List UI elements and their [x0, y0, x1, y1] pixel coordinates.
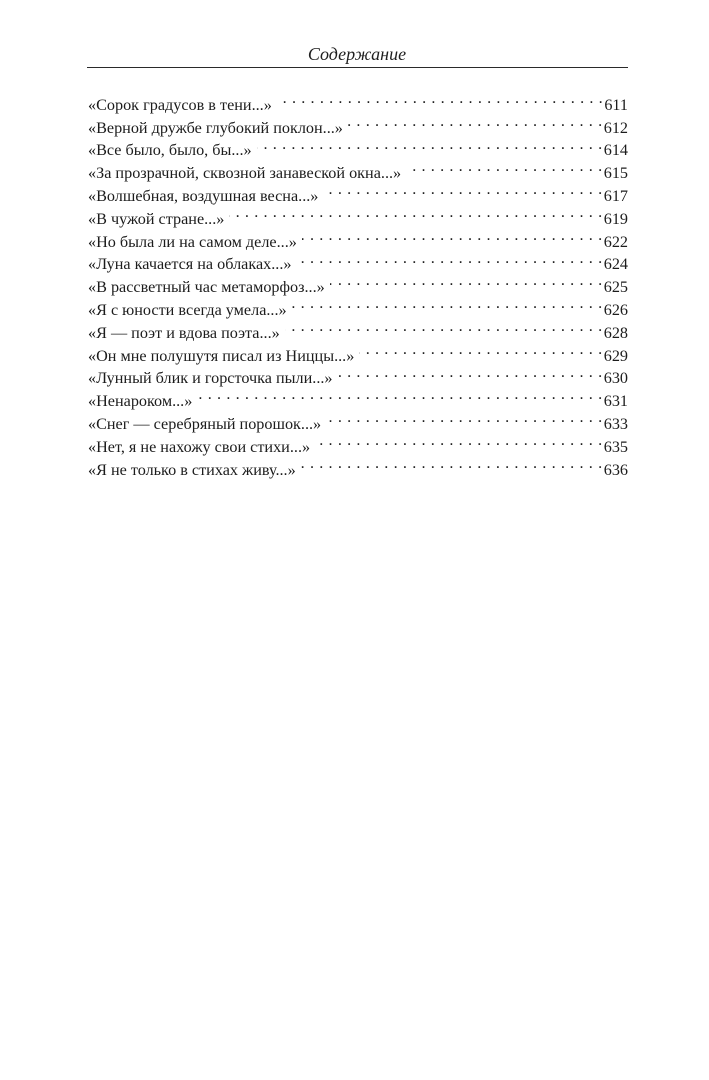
toc-dot-leader [285, 315, 603, 338]
toc-dot-leader [277, 87, 604, 110]
toc-entry-title: «Он мне полушутя писал из Ниццы...» [88, 346, 355, 365]
toc-dot-leader [197, 383, 602, 406]
toc-entry-title: «Волшебная, воздушная весна...» [88, 186, 319, 205]
toc-dot-leader [406, 155, 603, 178]
toc-entry-page: 625 [603, 278, 628, 297]
toc-dot-leader [348, 110, 603, 133]
toc-dot-leader [229, 201, 602, 224]
toc-entry-title: «Нет, я не нахожу свои стихи...» [88, 437, 311, 456]
table-of-contents [88, 87, 628, 479]
toc-dot-leader [301, 452, 603, 475]
toc-entry-page: 633 [603, 414, 628, 433]
toc-dot-leader [323, 178, 602, 201]
toc-entry-page: 635 [603, 437, 628, 456]
toc-dot-leader [297, 247, 603, 270]
toc-entry-title: «Ненароком...» [88, 392, 193, 411]
toc-entry-title: «Снег — серебряный порошок...» [88, 414, 322, 433]
toc-entry-page: 629 [603, 346, 628, 365]
toc-entry-title: «Лунный блик и горсточка пыли...» [88, 369, 333, 388]
toc-entry-page: 626 [603, 300, 628, 319]
toc-entry-page: 612 [603, 118, 628, 137]
toc-dot-leader [330, 269, 603, 292]
toc-entry-title: «За прозрачной, сквозной занавеской окна...» [88, 164, 402, 183]
toc-entry-title: «В чужой стране...» [88, 209, 225, 228]
toc-entry-title: «Я не только в стихах живу...» [88, 460, 296, 479]
running-head: Содержание [307, 44, 407, 64]
toc-entry-page: 615 [603, 164, 628, 183]
toc-entry-page: 636 [603, 460, 628, 479]
toc-entry-title: «Верной дружбе глубокий поклон...» [88, 118, 343, 137]
toc-entry-page: 628 [603, 323, 628, 342]
toc-entry-title: «Но была ли на самом деле...» [88, 232, 297, 251]
toc-entry-page: 619 [603, 209, 628, 228]
toc-entry-page: 611 [604, 95, 628, 114]
toc-entry-title: «Я с юности всегда умела...» [88, 300, 287, 319]
toc-dot-leader [359, 338, 602, 361]
toc-entry-page: 631 [603, 392, 628, 411]
toc-dot-leader [302, 224, 603, 247]
toc-dot-leader [315, 429, 603, 452]
toc-entry-title: «Все было, было, бы...» [88, 141, 252, 160]
toc-entry-page: 614 [603, 141, 628, 160]
toc-entry-page: 630 [603, 369, 628, 388]
toc-entry-page: 617 [603, 186, 628, 205]
toc-entry-page: 624 [603, 255, 628, 274]
toc-entry-page: 622 [603, 232, 628, 251]
toc-dot-leader [292, 292, 603, 315]
toc-entry-title: «Сорок градусов в тени...» [88, 95, 272, 114]
toc-entry-title: «В рассветный час метаморфоз...» [88, 278, 325, 297]
toc-dot-leader [338, 361, 603, 384]
toc-dot-leader [257, 133, 603, 156]
header-rule [87, 67, 628, 68]
toc-entry [88, 87, 628, 114]
toc-dot-leader [326, 406, 603, 429]
toc-entry-title: «Луна качается на облаках...» [88, 255, 292, 274]
toc-entry-title: «Я — поэт и вдова поэта...» [88, 323, 280, 342]
